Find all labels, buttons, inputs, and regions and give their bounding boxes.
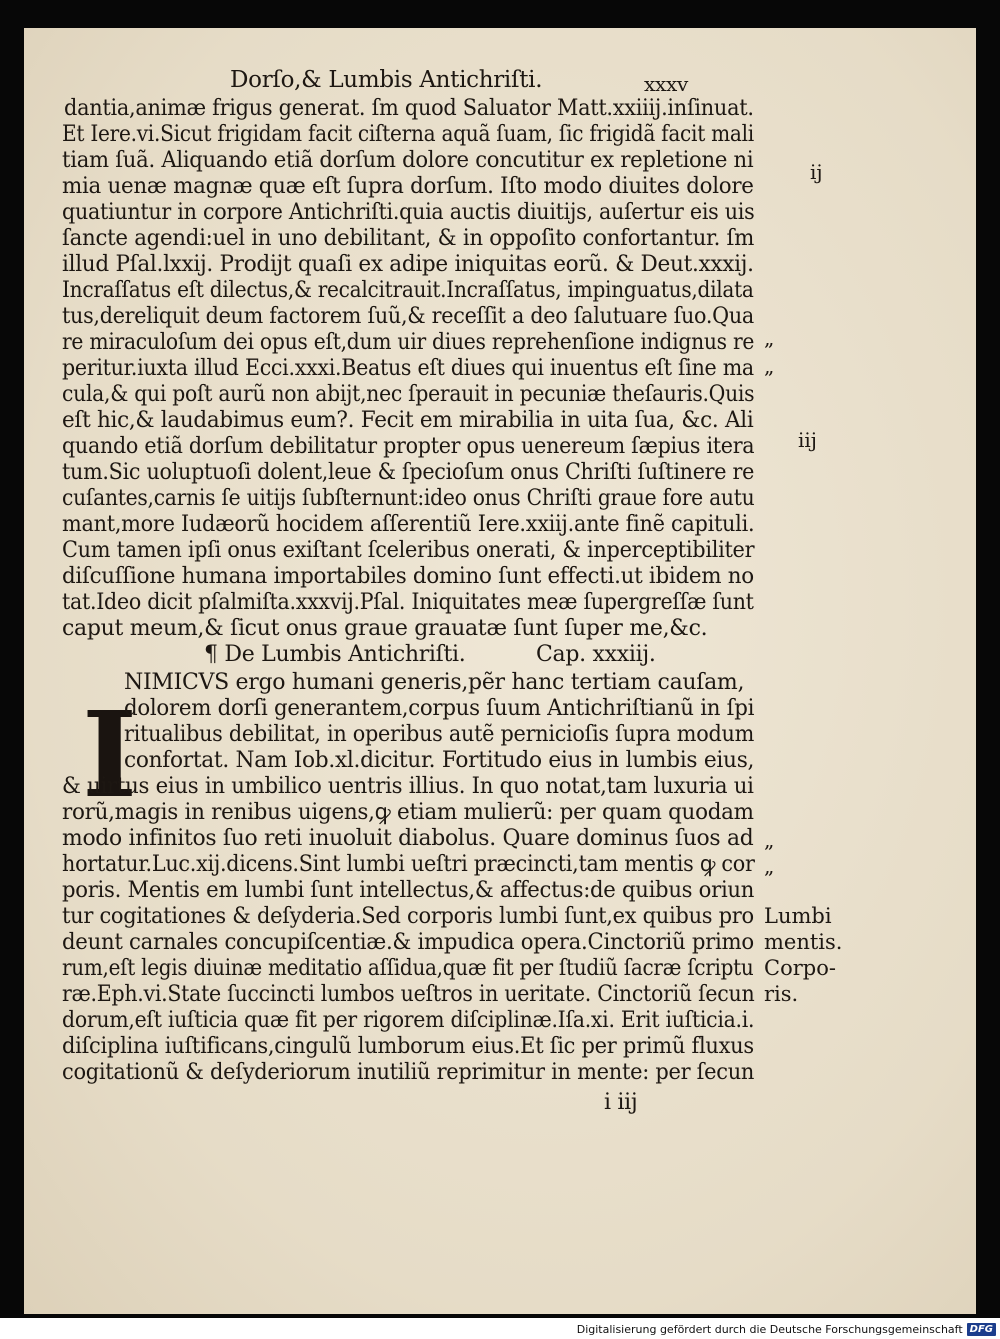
folio-number: xxxv [644, 72, 688, 96]
margin-note: ris. [764, 982, 799, 1006]
chapter-text-line: poris. Mentis em lumbi ſunt intellectus,& affectus:de quibus oriun [62, 878, 755, 903]
text-line: quatiuntur in corpore Antichriſti.quia auctis diuitijs, auſertur eis uis [62, 200, 755, 225]
text-line: caput meum,& ſicut onus graue grauatæ ſunt ſuper me,&c. [62, 616, 708, 641]
chapter-text-line: ritualibus debilitat, in operibus autẽ pernicioſis ſupra modum [124, 722, 755, 747]
chapter-initial: I [82, 685, 138, 824]
chapter-text-line: deunt carnales concupiſcentiæ.& impudica opera.Cinctoriũ primo [62, 930, 754, 955]
chapter-text-line: dolorem dorſi generantem,corpus ſuum Antichriſtianũ in ſpi [124, 696, 755, 721]
text-line: eſt hic,& laudabimus eum?. Fecit em mirabilia in uita ſua, &c. Ali [62, 408, 754, 433]
chapter-text-line: hortatur.Luc.xij.dicens.Sint lumbi ueſtri præcincti,tam mentis ꝙ cor [62, 852, 755, 877]
chapter-text-line: confortat. Nam Iob.xl.dicitur. Fortitudo eius in lumbis eius, [124, 748, 755, 773]
margin-mark: „ [764, 326, 775, 350]
signature-mark: i iij [604, 1090, 638, 1115]
footer-text: Digitalisierung gefördert durch die Deutsche Forschungsgemeinschaft [576, 1323, 963, 1336]
chapter-text-line: rum,eſt legis diuinæ meditatio aſſidua,quæ fit per ſtudiũ ſacræ ſcriptu [62, 956, 754, 981]
dfg-logo: DFG [967, 1323, 996, 1336]
chapter-text-line: ræ.Eph.vi.State ſuccincti lumbos ueſtros in ueritate. Cinctoriũ ſecun [62, 982, 755, 1007]
text-line: tat.Ideo dicit pſalmiſta.xxxvij.Pſal. Iniquitates meæ ſupergreſſæ ſunt [62, 590, 754, 615]
text-line: mia uenæ magnæ quæ eſt ſupra dorſum. Iſto modo diuites dolore [62, 174, 754, 199]
chapter-text-line: NIMICVS ergo humani generis,pẽr hanc tertiam cauſam, [124, 670, 745, 695]
text-line: Incraſſatus eſt dilectus,& recalcitrauit.Incraſſatus, impinguatus,dilata [62, 278, 754, 303]
chapter-text-line: rorũ,magis in renibus uigens,ꝙ etiam mulierũ: per quam quodam [62, 800, 754, 825]
text-line: Et Iere.vi.Sicut frigidam facit ciſterna aquã ſuam, ſic frigidã facit mali [62, 122, 754, 147]
text-line: cula,& qui poſt aurũ non abijt,nec ſperauit in pecuniæ theſauris.Quis [62, 382, 755, 407]
text-line: ſancte agendi:uel in uno debilitant, & in oppoſito confortantur. ſm [62, 226, 755, 251]
book-page [24, 28, 976, 1314]
margin-mark: ij [810, 160, 823, 184]
text-line: diſcuſſione humana importabiles domino ſunt effecti.ut ibidem no [62, 564, 754, 589]
text-line: Cum tamen ipſi onus exiſtant ſceleribus onerati, & inperceptibiliter [62, 538, 755, 563]
text-line: quando etiã dorſum debilitatur propter opus uenereum ſæpius itera [62, 434, 755, 459]
margin-note: Corpo- [764, 956, 836, 980]
margin-mark: „ [764, 828, 775, 852]
chapter-text-line: & uirtus eius in umbilico uentris illius. In quo notat,tam luxuria ui [62, 774, 754, 799]
chapter-text-line: dorum,eſt iuſticia quæ fit per rigorem diſciplinæ.Iſa.xi. Erit iuſticia.i. [62, 1008, 755, 1033]
text-line: peritur.iuxta illud Ecci.xxxi.Beatus eſt diues qui inuentus eſt ſine ma [62, 356, 754, 381]
text-line: mant,more Iudæorũ hocidem aſſerentiũ Iere.xxiij.ante finẽ capituli. [62, 512, 755, 537]
text-line: illud Pſal.lxxij. Prodijt quaſi ex adipe iniquitas eorũ. & Deut.xxxij. [62, 252, 754, 277]
text-line: tiam ſuã. Aliquando etiã dorſum dolore concutitur ex repletione ni [62, 148, 754, 173]
margin-mark: „ [764, 854, 775, 878]
text-line: re miraculoſum dei opus eſt,dum uir diues reprehenſione indignus re [62, 330, 755, 355]
footer [577, 1320, 1000, 1339]
text-line: tus,dereliquit deum factorem ſuũ,& receſſit a deo ſalutuare ſuo.Qua [62, 304, 754, 329]
chapter-number: Cap. xxxiij. [536, 642, 656, 667]
margin-mark: iij [798, 428, 817, 452]
chapter-title: ¶ De Lumbis Antichriſti. [204, 642, 466, 667]
text-line: cuſantes,carnis ſe uitijs ſubſternunt:ideo onus Chriſti graue fore autu [62, 486, 755, 511]
chapter-text-line: tur cogitationes & deſyderia.Sed corporis lumbi ſunt,ex quibus pro [62, 904, 754, 929]
chapter-text-line: modo infinitos ſuo reti inuoluit diabolus. Quare dominus ſuos ad [62, 826, 754, 851]
margin-note: Lumbi [764, 904, 832, 928]
text-line: tum.Sic uoluptuoſi dolent,leue & ſpecioſum onus Chriſti ſuſtinere re [62, 460, 755, 485]
margin-mark: „ [764, 354, 775, 378]
chapter-text-line: cogitationũ & deſyderiorum inutiliũ reprimitur in mente: per ſecun [62, 1060, 755, 1085]
text-line: dantia,animæ frigus generat. ſm quod Saluator Matt.xxiiij.inſinuat. [64, 96, 754, 121]
margin-note: mentis. [764, 930, 843, 954]
chapter-text-line: diſciplina iuſtificans,cingulũ lumborum eius.Et ſic per primũ fluxus [62, 1034, 754, 1059]
running-title: Dorſo,& Lumbis Antichriſti. [230, 67, 543, 93]
